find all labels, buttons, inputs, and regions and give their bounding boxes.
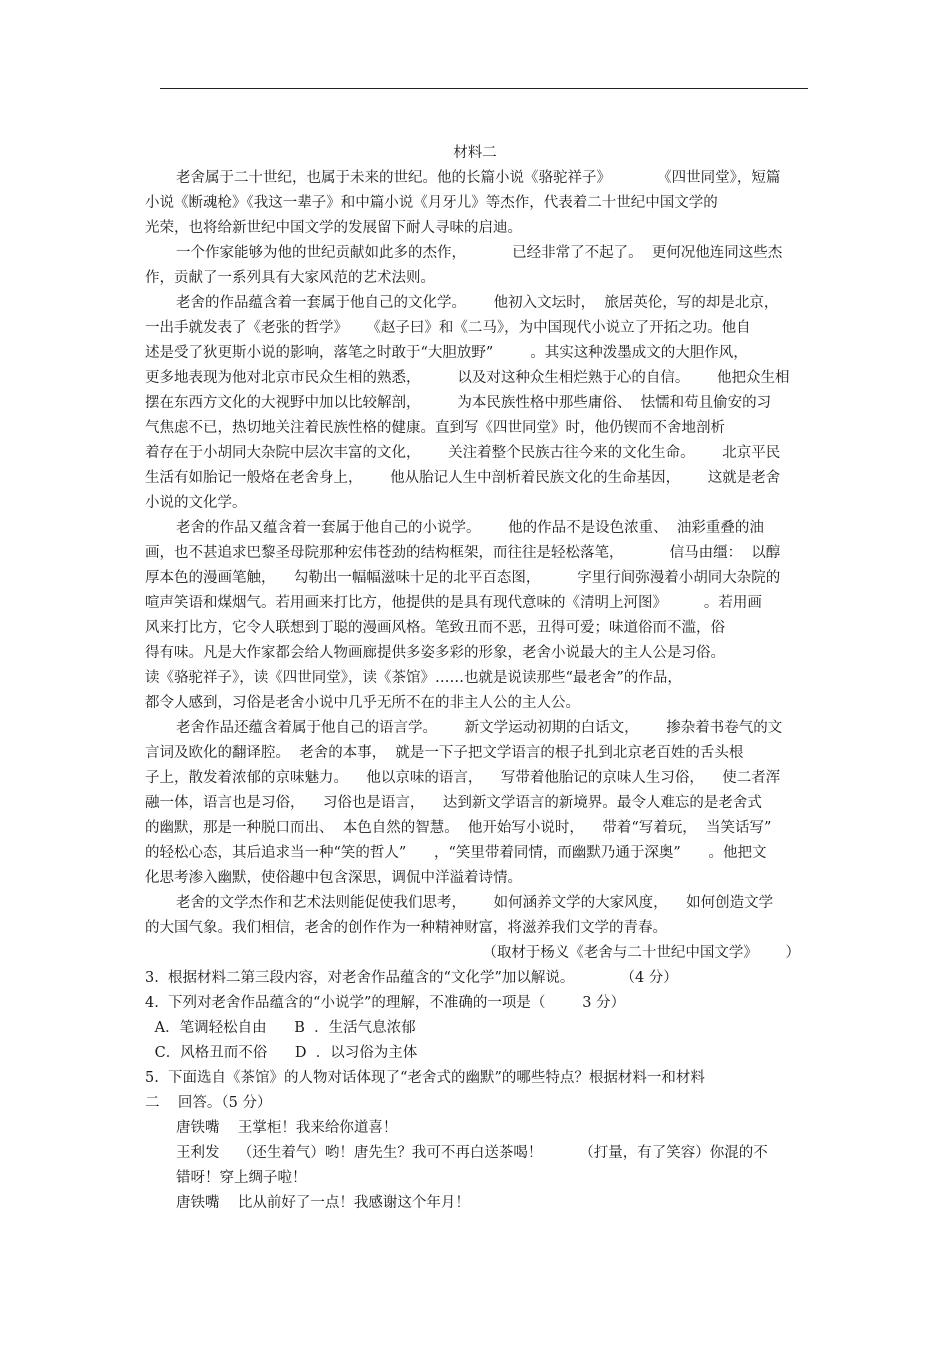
body-text-line: 摆在东西方文化的大视野中加以比较解剖， 为本民族性格中那些庸俗、 怯懦和苟且偷安的习 — [145, 395, 772, 411]
dialogue-line: 错呀！穿上绸子啦！ — [176, 1170, 307, 1186]
body-text-line: 言词及欧化的翻译腔。 老舍的本事， 就是一下子把文学语言的根子扎到北京老百姓的舌头根 — [145, 745, 744, 761]
body-text-line: 的轻松心态，其后追求当一种“笑的哲人” ，“笑里带着同情，而幽默乃通于深奥” 。他把文 — [145, 845, 767, 861]
body-text-line: 老舍属于二十世纪，也属于未来的世纪。他的长篇小说《骆驼祥子》 《四世同堂》，短篇 — [176, 170, 781, 186]
body-text-line: 融一体，语言也是习俗， 习俗也是语言， 达到新文学语言的新境界。最令人难忘的是老舍式 — [145, 795, 762, 811]
body-text-line: 一出手就发表了《老张的哲学》 《赵子曰》和《二马》，为中国现代小说立了开拓之功。他自 — [145, 320, 751, 336]
question-4: 4. 下列对老舍作品蕴含的“小说学”的理解，不准确的一项是（ 3 分） — [145, 995, 626, 1011]
body-text-line: 小说《断魂枪》《我这一辈子》和中篇小说《月牙儿》等杰作，代表着二十世纪中国文学的 — [145, 195, 718, 211]
question-5: 5. 下面选自《茶馆》的人物对话体现了“老舍式的幽默”的哪些特点？根据材料一和材料 — [145, 1070, 705, 1086]
body-text-line: 厚本色的漫画笔触， 勾勒出一幅幅滋味十足的北平百态图， 字里行间弥漫着小胡同大杂院的 — [145, 570, 781, 586]
body-text-line: 的大国气象。我们相信，老舍的创作作为一种精神财富，将滋养我们文学的青春。 — [145, 920, 667, 936]
body-text-line: 老舍作品还蕴含着属于他自己的语言学。 新文学运动初期的白话文， 掺杂着书卷气的文 — [176, 720, 783, 736]
body-text-line: 子上，散发着浓郁的京味魅力。 他以京味的语言， 写带着他胎记的京味人生习俗， 使二者浑 — [145, 770, 781, 786]
body-text-line: 风来打比方，它令人联想到丁聪的漫画风格。笔致丑而不恶，丑得可爱；味道俗而不滥，俗 — [145, 620, 725, 636]
body-text-line: 述是受了狄更斯小说的影响，落笔之时敢于“大胆放野” 。其实这种泼墨成文的大胆作风， — [145, 345, 748, 361]
source-citation: （取材于杨义《老舍与二十世纪中国文学》 ） — [482, 945, 800, 961]
body-text-line: 小说的文化学。 — [145, 495, 247, 511]
body-text-line: 光荣，也将给新世纪中国文学的发展留下耐人寻味的启迪。 — [145, 220, 522, 236]
question-5-continued: 二 回答。（5 分） — [145, 1095, 272, 1111]
body-text-line: 得有味。凡是大作家都会给人物画廊提供多姿多彩的形象，老舍小说最大的主人公是习俗。 — [145, 645, 725, 661]
body-text-line: 画，也不甚追求巴黎圣母院那种宏伟苍劲的结构框架，而往往是轻松落笔， 信马由缰： 以醇 — [145, 545, 781, 561]
body-text-line: 的幽默，那是一种脱口而出、 本色自然的智慧。 他开始写小说时， 带着“写着玩， 当笑话写” — [145, 820, 772, 836]
body-text-line: 作，贡献了一系列具有大家风范的艺术法则。 — [145, 270, 435, 286]
body-text-line: 一个作家能够为他的世纪贡献如此多的杰作， 已经非常了不起了。 更何况他连同这些杰 — [176, 245, 783, 261]
body-text-line: 着存在于小胡同大杂院中层次丰富的文化， 关注着整个民族古往今来的文化生命。 北京平民 — [145, 445, 781, 461]
body-text-line: 更多地表现为他对北京市民众生相的熟悉， 以及对这种众生相烂熟于心的自信。 他把众生相 — [145, 370, 790, 386]
dialogue-line: 唐铁嘴 王掌柜！我来给你道喜！ — [176, 1120, 398, 1136]
body-text-line: 老舍的文学杰作和艺术法则能促使我们思考， 如何涵养文学的大家风度， 如何创造文学 — [176, 895, 774, 911]
body-text-line: 读《骆驼祥子》，读《四世同堂》，读《茶馆》……也就是说读那些“最老舍”的作品， — [145, 670, 682, 686]
question-4-options-ab: A．笔调轻松自由 B ．生活气息浓郁 — [150, 1020, 416, 1036]
body-text-line: 生活有如胎记一般烙在老舍身上， 他从胎记人生中剖析着民族文化的生命基因， 这就是老舍 — [145, 470, 781, 486]
body-text-line: 都令人感到，习俗是老舍小说中几乎无所不在的非主人公的主人公。 — [145, 695, 580, 711]
body-text-line: 化思考渗入幽默，使俗趣中包含深思，调侃中洋溢着诗情。 — [145, 870, 522, 886]
body-text-line: 喧声笑语和煤烟气。若用画来打比方，他提供的是具有现代意味的《清明上河图》 。若用画 — [145, 595, 762, 611]
question-4-options-cd: C．风格丑而不俗 D ．以习俗为主体 — [150, 1045, 418, 1061]
body-text-line: 老舍的作品又蕴含着一套属于他自己的小说学。 他的作品不是设色浓重、 油彩重叠的油 — [176, 520, 764, 536]
question-3: 3. 根据材料二第三段内容，对老舍作品蕴含的“文化学”加以解说。 （4 分） — [145, 970, 678, 986]
dialogue-line: 王利发 （还生着气）哟！唐先生？我可不再白送茶喝！ （打量，有了笑容）你混的不 — [176, 1145, 768, 1161]
dialogue-line: 唐铁嘴 比从前好了一点！我感谢这个年月！ — [176, 1195, 470, 1211]
section-title: 材料二 — [453, 145, 497, 161]
body-text-line: 气焦虑不已，热切地关注着民族性格的健康。直到写《四世同堂》时，他仍锲而不舍地剖析 — [145, 420, 725, 436]
body-text-line: 老舍的作品蕴含着一套属于他自己的文化学。 他初入文坛时， 旅居英伦，写的却是北京， — [176, 295, 779, 311]
header-rule — [160, 88, 808, 89]
